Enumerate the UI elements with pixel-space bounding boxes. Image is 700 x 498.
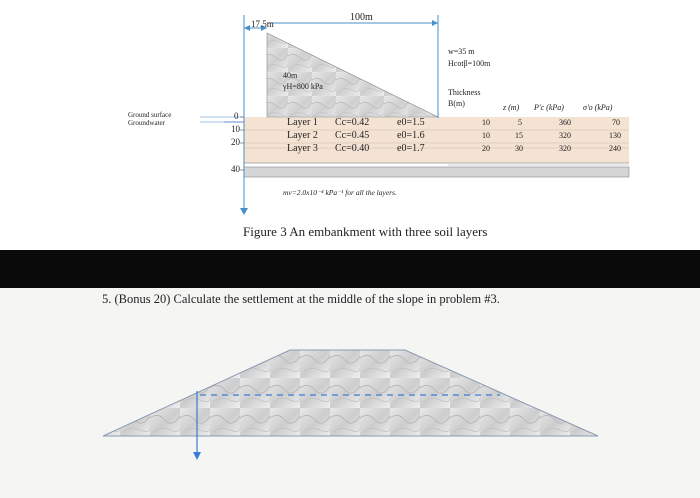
layer-1-name: Layer 1 xyxy=(287,117,318,128)
layer-3-cc: Cc=0.40 xyxy=(335,143,370,154)
down-arrow-icon xyxy=(193,452,201,460)
table-row-3-thickness: 20 xyxy=(482,144,490,153)
table-header-so: σ'o (kPa) xyxy=(583,103,613,112)
layer-2-e0: e0=1.6 xyxy=(397,130,425,141)
table-row-1-thickness: 10 xyxy=(482,118,490,127)
ground-surface-label: Ground surface xyxy=(128,111,172,119)
table-row-3-pc: 320 xyxy=(559,144,571,153)
offset-label: 17.5m xyxy=(251,19,274,29)
depth-tick-0: 0 xyxy=(234,111,239,121)
layer-1-cc: Cc=0.42 xyxy=(335,117,370,128)
embankment-sketch xyxy=(0,288,700,498)
table-row-1-z: 5 xyxy=(518,118,522,127)
trapezoid-embankment xyxy=(103,350,598,436)
table-header-z: z (m) xyxy=(503,103,520,112)
table-row-2-thickness: 10 xyxy=(482,131,490,140)
table-row-2-so: 130 xyxy=(609,131,621,140)
height-label: 40m xyxy=(283,71,298,80)
depth-tick-10: 10 xyxy=(231,124,240,134)
thickness-label: Thickness xyxy=(448,88,481,97)
layer-2-name: Layer 2 xyxy=(287,130,318,141)
w-label: w=35 m xyxy=(448,47,475,56)
width-label: 100m xyxy=(350,12,373,23)
table-header-pc: P'c (kPa) xyxy=(534,103,564,112)
black-divider xyxy=(0,250,700,288)
table-row-1-so: 70 xyxy=(612,118,620,127)
table-row-2-pc: 320 xyxy=(559,131,571,140)
hcot-label: Hcotβ=100m xyxy=(448,59,491,68)
table-row-3-so: 240 xyxy=(609,144,621,153)
depth-tick-40: 40 xyxy=(231,164,240,174)
groundwater-label: Groundwater xyxy=(128,119,165,127)
figure-caption: Figure 3 An embankment with three soil layers xyxy=(243,224,488,239)
table-row-3-z: 30 xyxy=(515,144,523,153)
mv-note: mv=2.0x10⁻⁴ kPa⁻¹ for all the layers. xyxy=(283,188,397,197)
layer-1-e0: e0=1.5 xyxy=(397,117,425,128)
table-row-1-pc: 360 xyxy=(559,118,571,127)
thickness-unit-label: B(m) xyxy=(448,99,465,108)
bedrock-strip xyxy=(244,167,629,177)
table-row-2-z: 15 xyxy=(515,131,523,140)
layer-3-e0: e0=1.7 xyxy=(397,143,425,154)
bonus-question: 5. (Bonus 20) Calculate the settlement at the middle of the slope in problem #3. xyxy=(102,292,500,306)
depth-tick-20: 20 xyxy=(231,137,240,147)
layer-3-name: Layer 3 xyxy=(287,143,318,154)
layer-2-cc: Cc=0.45 xyxy=(335,130,370,141)
load-label: γH=800 kPa xyxy=(283,82,323,91)
